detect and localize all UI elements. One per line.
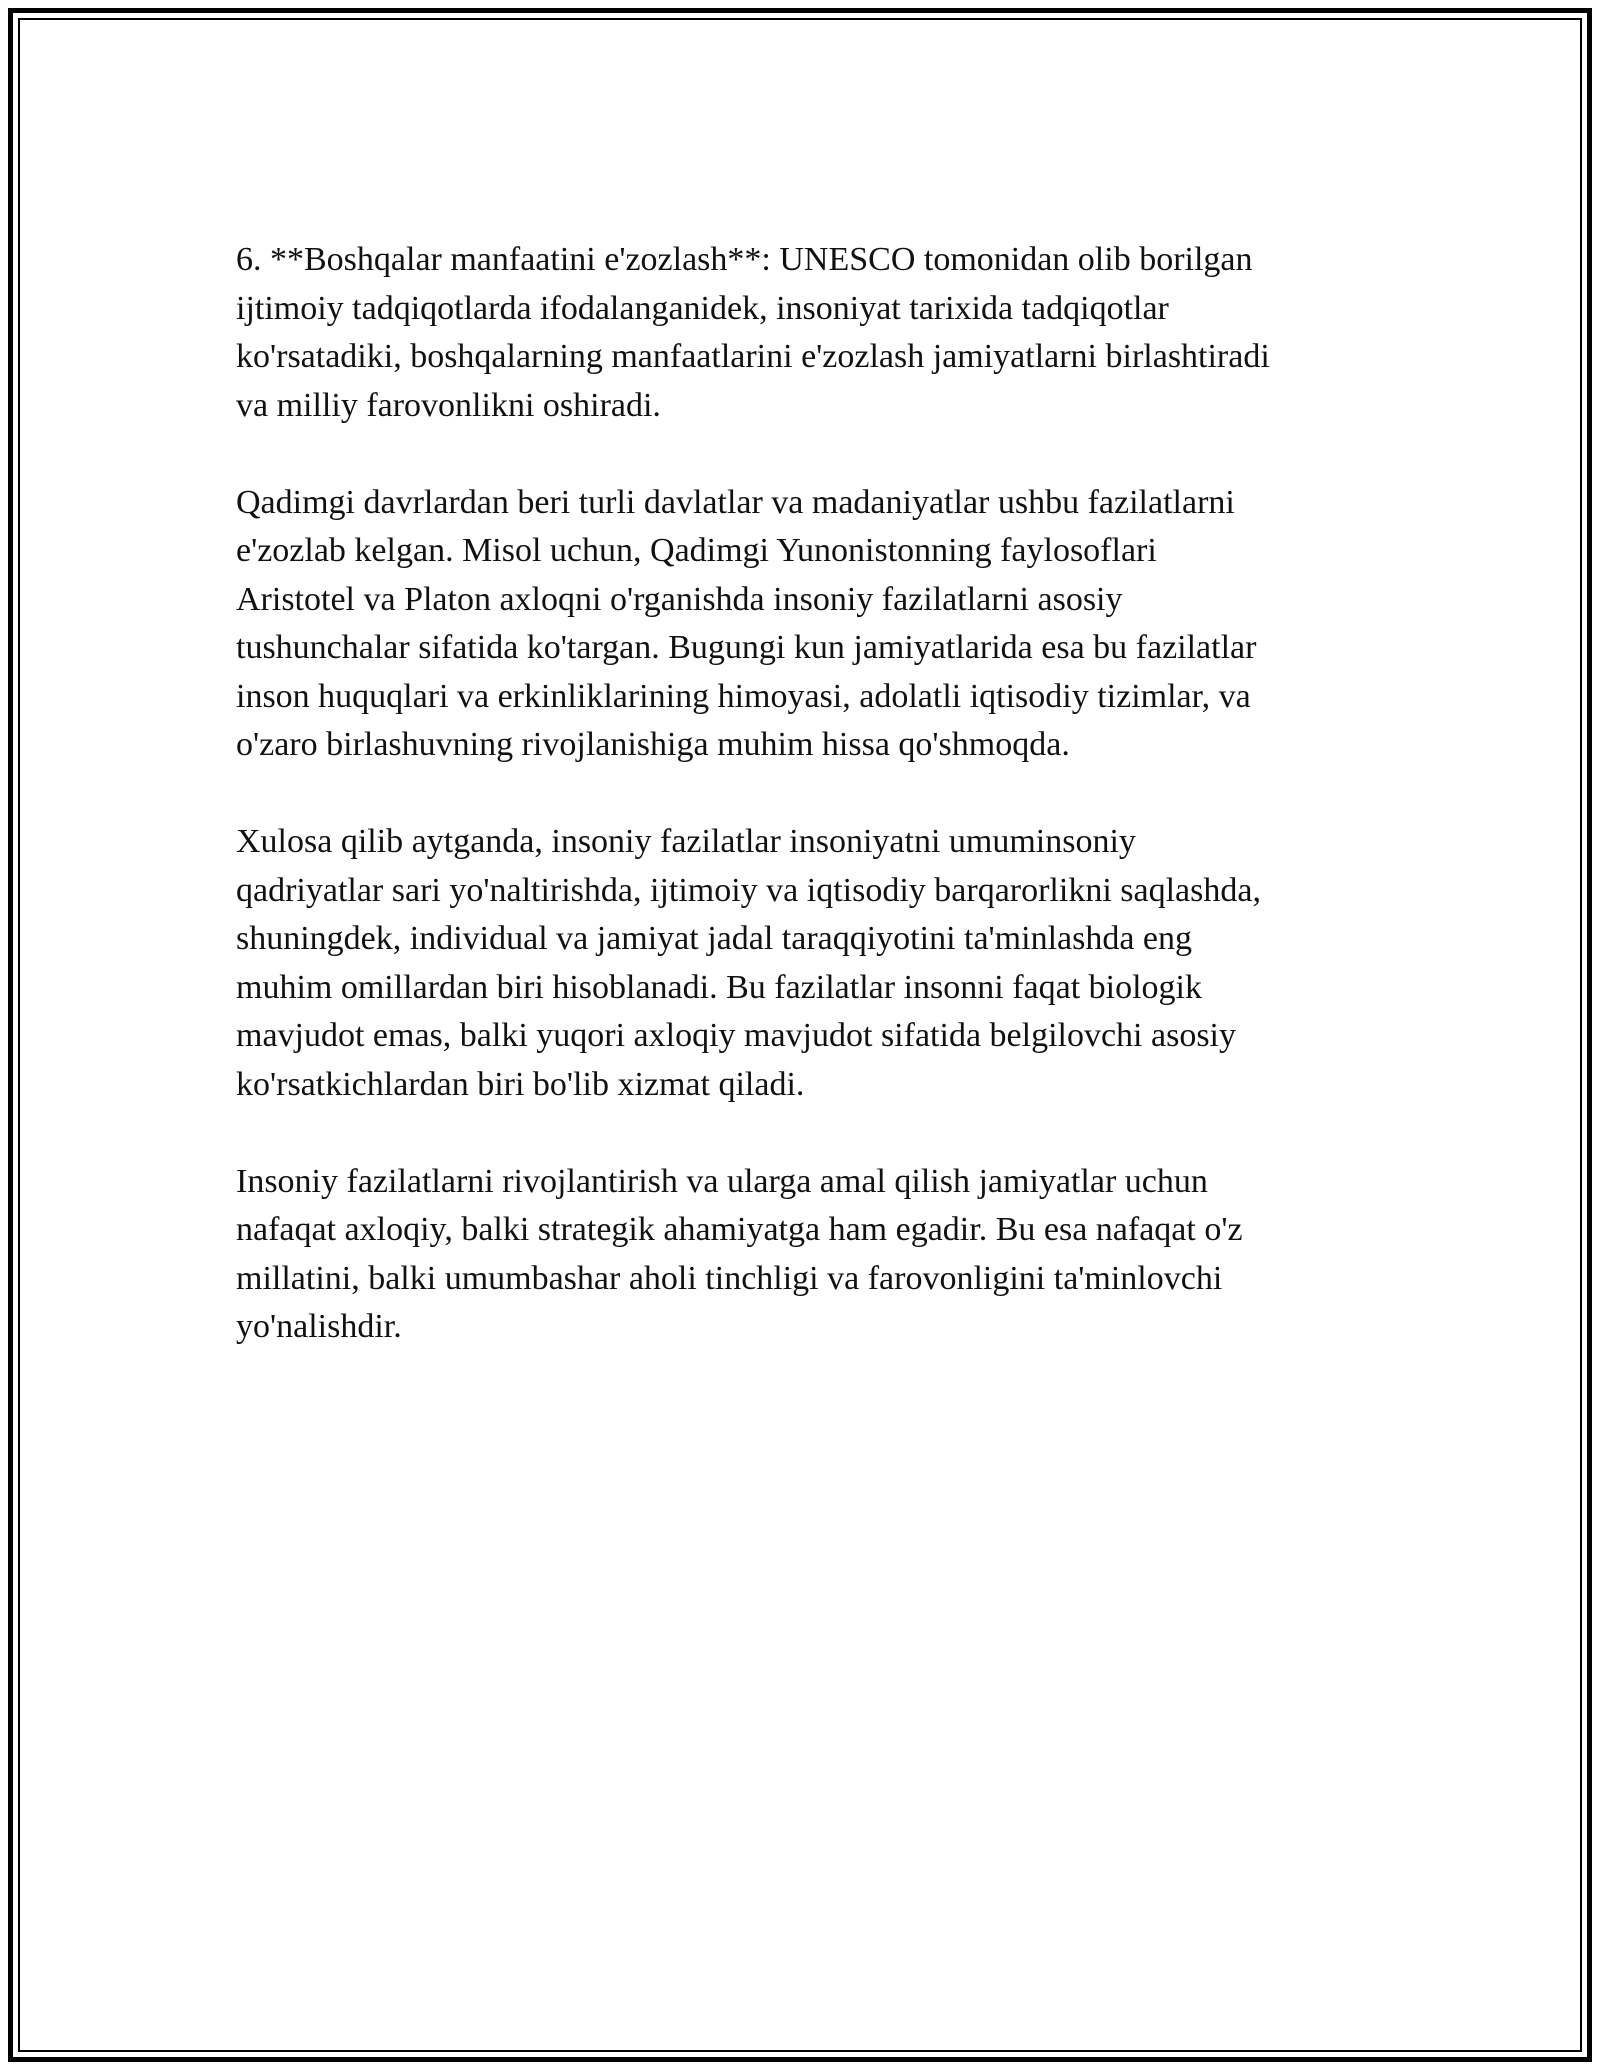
- document-body: [236, 236, 1356, 1400]
- paragraph-4: Insoniy fazilatlarni rivojlantirish va ularga amal qilish jamiyatlar uchun nafaqat axloqiy, balki strategik ahamiyatga ham egadir. Bu esa nafaqat o'z millatini, balki umumbashar aholi tinchligi va farovonligini ta'minlovchi yo'nalishdir.: [236, 1162, 1243, 1345]
- paragraph-3: Xulosa qilib aytganda, insoniy fazilatlar insoniyatni umuminsoniy qadriyatlar sari yo'naltirishda, ijtimoiy va iqtisodiy barqarorlikni saqlashda, shuningdek, individual va jamiyat jadal taraqqiyotini ta'minlashda eng muhim omillardan biri hisoblanadi. Bu fazilatlar insonni faqat biologik mavjudot emas, balki yuqori axloqiy mavjudot sifatida belgilovchi asosiy ko'rsatkichlardan biri bo'lib xizmat qiladi.: [236, 823, 1261, 1103]
- paragraph-2: Qadimgi davrlardan beri turli davlatlar va madaniyatlar ushbu fazilatlarni e'zozlab kelgan. Misol uchun, Qadimgi Yunonistonning faylosoflari Aristotel va Platon axloqni o'rganishda insoniy fazilatlarni asosiy tushunchalar sifatida ko'targan. Bugungi kun jamiyatlarida esa bu fazilatlar inson huquqlari va erkinliklarining himoyasi, adolatli iqtisodiy tizimlar, va o'zaro birlashuvning rivojlanishiga muhim hissa qo'shmoqda.: [236, 483, 1257, 763]
- paragraph-1: 6. **Boshqalar manfaatini e'zozlash**: UNESCO tomonidan olib borilgan ijtimoiy tadqiqotlarda ifodalanganidek, insoniyat tarixida tadqiqotlar ko'rsatadiki, boshqalarning manfaatlarini e'zozlash jamiyatlarni birlashtiradi va milliy farovonlikni oshiradi.: [236, 241, 1270, 424]
